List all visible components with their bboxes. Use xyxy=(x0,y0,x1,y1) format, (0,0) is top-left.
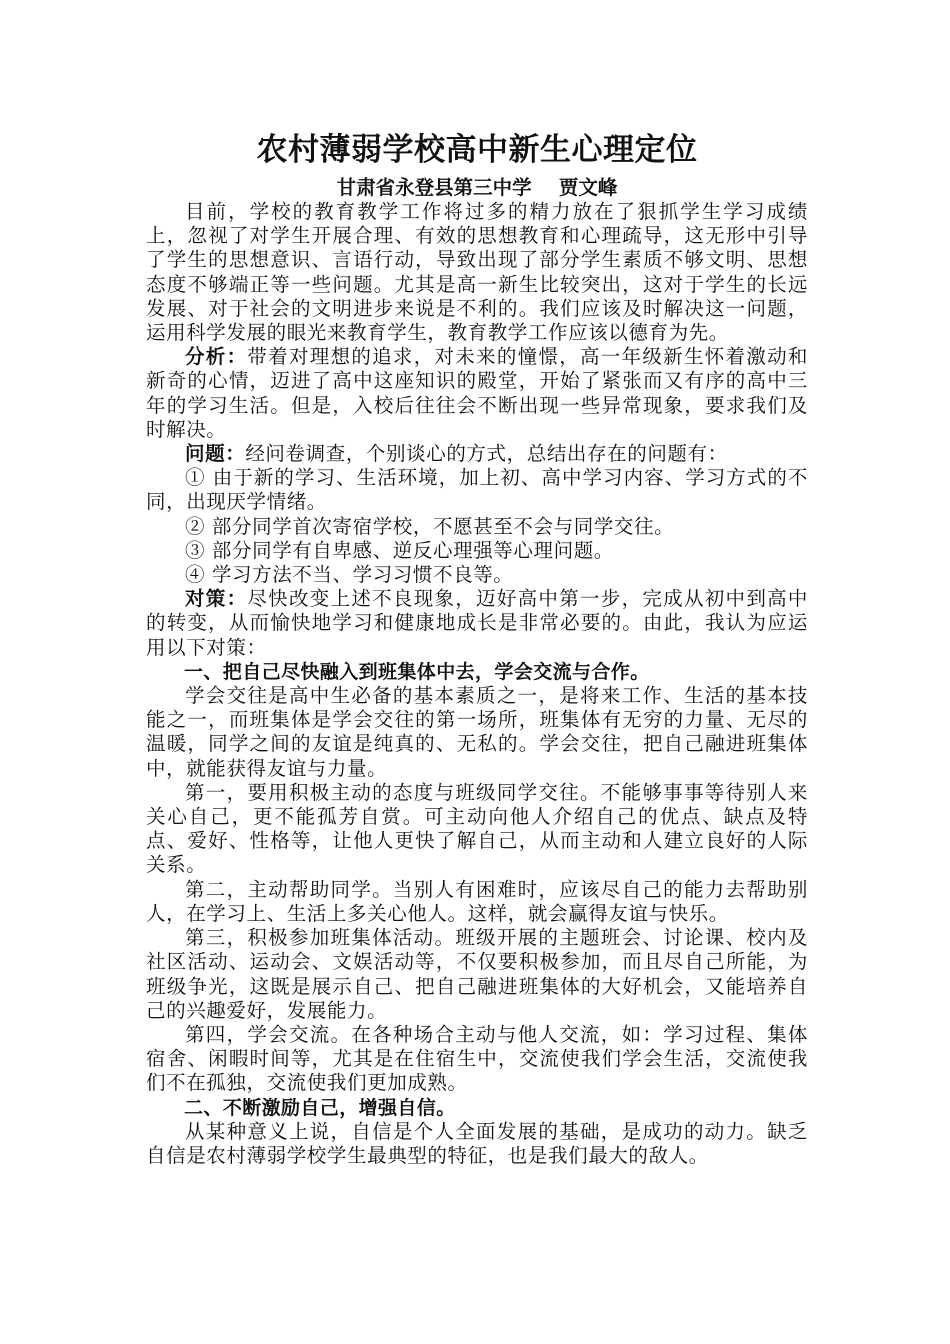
paragraph-text: 第一，要用积极主动的态度与班级同学交往。不能够事事等待别人来关心自己，更不能孤芳自赏。可主动向他人介绍自己的优点、缺点及特点、爱好、性格等，让他人更快了解自己，从而主动和人建立良好的人际关系。 xyxy=(146,780,808,877)
paragraph-text: ① 由于新的学习、生活环境，加上初、高中学习内容、学习方式的不同，出现厌学情绪。 xyxy=(146,466,808,514)
paragraph-text: 经问卷调查，个别谈心的方式，总结出存在的问题有： xyxy=(245,442,728,466)
body-paragraph xyxy=(146,466,808,514)
body-paragraph xyxy=(146,200,808,345)
body-paragraph xyxy=(146,563,808,587)
body-paragraph xyxy=(146,515,808,539)
body-paragraph xyxy=(146,1120,808,1168)
body-paragraph xyxy=(146,878,808,926)
body-paragraph xyxy=(146,1023,808,1096)
body-paragraph xyxy=(146,345,808,442)
body-paragraph xyxy=(146,684,808,781)
document-body xyxy=(146,200,808,1168)
document-title: 农村薄弱学校高中新生心理定位 xyxy=(256,132,698,168)
body-paragraph xyxy=(146,926,808,1023)
section-heading xyxy=(146,660,808,684)
document-page xyxy=(146,128,808,1168)
paragraph-label: 问题： xyxy=(185,442,246,466)
paragraph-text: 带着对理想的追求，对未来的憧憬，高一年级新生怀着激动和新奇的心情，迈进了高中这座知识的殿堂，开始了紧张而又有序的高中三年的学习生活。但是，入校后往往会不断出现一些异常现象，要求我们及时解决。 xyxy=(146,345,808,441)
paragraph-text: 学会交往是高中生必备的基本素质之一，是将来工作、生活的基本技能之一，而班集体是学会交往的第一场所，班集体有无穷的力量、无尽的温暖，同学之间的友谊是纯真的、无私的。学会交往，把自己融进班集体中，就能获得友谊与力量。 xyxy=(146,684,808,780)
paragraph-text: 目前，学校的教育教学工作将过多的精力放在了狠抓学生学习成绩上，忽视了对学生开展合理、有效的思想教育和心理疏导，这无形中引导了学生的思想意识、言语行动，导致出现了部分学生素质不够文明、思想态度不够端正等一些问题。尤其是高一新生比较突出，这对于学生的长远发展、对于社会的文明进步来说是不利的。我们应该及时解决这一问题，运用科学发展的眼光来教育学生，教育教学工作应该以德育为先。 xyxy=(146,200,808,345)
body-paragraph xyxy=(146,781,808,878)
paragraph-text: ③ 部分同学有自卑感、逆反心理强等心理问题。 xyxy=(185,538,614,562)
paragraph-text: 尽快改变上述不良现象，迈好高中第一步，完成从初中到高中的转变，从而愉快地学习和健康地成长是非常必要的。由此，我认为应运用以下对策： xyxy=(146,587,808,659)
paragraph-text: ② 部分同学首次寄宿学校，不愿甚至不会与同学交往。 xyxy=(185,514,675,538)
section-heading xyxy=(146,1096,808,1120)
author-line: 甘肃省永登县第三中学 贾文峰 xyxy=(336,176,618,199)
paragraph-text: 从某种意义上说，自信是个人全面发展的基础，是成功的动力。缺乏自信是农村薄弱学校学生最典型的特征，也是我们最大的敌人。 xyxy=(146,1119,808,1167)
paragraph-text: 一、把自己尽快融入到班集体中去，学会交流与合作。 xyxy=(184,660,650,683)
paragraph-label: 对策： xyxy=(185,587,248,611)
body-paragraph xyxy=(146,442,808,466)
paragraph-label: 分析： xyxy=(185,345,248,369)
paragraph-text: ④ 学习方法不当、学习习惯不良等。 xyxy=(185,563,514,587)
body-paragraph xyxy=(146,587,808,660)
paragraph-text: 第四，学会交流。在各种场合主动与他人交流，如：学习过程、集体宿舍、闲暇时间等，尤其是在住宿生中，交流使我们学会生活，交流使我们不在孤独，交流使我们更加成熟。 xyxy=(146,1022,808,1095)
paragraph-text: 二、不断激励自己，增强自信。 xyxy=(184,1096,456,1119)
paragraph-text: 第三，积极参加班集体活动。班级开展的主题班会、讨论课、校内及社区活动、运动会、文娱活动等，不仅要积极参加，而且尽自己所能，为班级争光，这既是展示自己、把自己融进班集体的大好机会，又能培养自己的兴趣爱好，发展能力。 xyxy=(146,926,808,1022)
body-paragraph xyxy=(146,539,808,563)
paragraph-text: 第二，主动帮助同学。当别人有困难时，应该尽自己的能力去帮助别人，在学习上、生活上多关心他人。这样，就会赢得友谊与快乐。 xyxy=(146,877,808,925)
